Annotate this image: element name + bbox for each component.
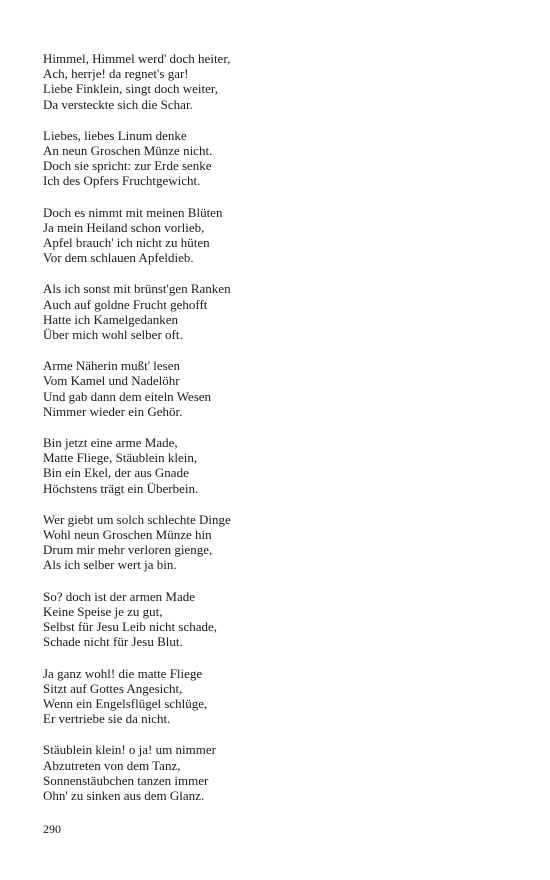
poem-line: Wenn ein Engelsflügel schlüge, [43, 695, 208, 711]
poem-line: Abzutreten von dem Tanz, [43, 757, 181, 773]
stanza-6 [43, 435, 503, 496]
poem-line: Ich des Opfers Fruchtgewicht. [43, 173, 201, 189]
poem-line: Apfel brauch' ich nicht zu hüten [43, 235, 210, 251]
poem-line: Matte Fliege, Stäublein klein, [43, 450, 198, 466]
poem-line: Keine Speise je zu gut, [43, 603, 163, 619]
poem-line: Sitzt auf Gottes Angesicht, [43, 680, 183, 696]
poem-text [43, 51, 503, 819]
poem-line: Stäublein klein! o ja! um nimmer [43, 742, 216, 758]
poem-line: An neun Groschen Münze nicht. [43, 143, 213, 159]
poem-line: Doch sie spricht: zur Erde senke [43, 158, 212, 174]
stanza-3 [43, 205, 503, 266]
stanza-5 [43, 358, 503, 419]
poem-line: Vor dem schlauen Apfeldieb. [43, 250, 194, 266]
poem-line: Ach, herrje! da regnet's gar! [43, 66, 189, 82]
stanza-9 [43, 666, 503, 727]
poem-line: Arme Näherin mußt' lesen [43, 358, 180, 374]
poem-line: Liebe Finklein, singt doch weiter, [43, 81, 218, 97]
poem-line: Vom Kamel und Nadelöhr [43, 373, 180, 389]
poem-line: Da versteckte sich die Schar. [43, 96, 193, 112]
stanza-4 [43, 281, 503, 342]
stanza-1 [43, 51, 503, 112]
poem-line: Wer giebt um solch schlechte Dinge [43, 511, 231, 527]
poem-line: Ja mein Heiland schon vorlieb, [43, 219, 205, 235]
poem-line: Höchstens trägt ein Überbein. [43, 480, 199, 496]
poem-line: Doch es nimmt mit meinen Blüten [43, 204, 223, 220]
poem-line: Ohn' zu sinken aus dem Glanz. [43, 787, 205, 803]
stanza-7 [43, 512, 503, 573]
poem-line: Nimmer wieder ein Gehör. [43, 403, 183, 419]
poem-line: Sonnenstäubchen tanzen immer [43, 772, 209, 788]
poem-line: Liebes, liebes Linum denke [43, 127, 187, 143]
poem-line: Er vertriebe sie da nicht. [43, 711, 171, 727]
poem-line: Als ich sonst mit brünst'gen Ranken [43, 281, 231, 297]
poem-line: Und gab dann dem eiteln Wesen [43, 388, 212, 404]
stanza-10 [43, 742, 503, 803]
poem-line: Hatte ich Kamelgedanken [43, 311, 178, 327]
poem-line: Drum mir mehr verloren gienge, [43, 542, 213, 558]
poem-line: Selbst für Jesu Leib nicht schade, [43, 619, 218, 635]
poem-line: Schade nicht für Jesu Blut. [43, 634, 183, 650]
stanza-8 [43, 589, 503, 650]
poem-line: Ja ganz wohl! die matte Fliege [43, 665, 203, 681]
page-number: 290 [43, 822, 61, 836]
poem-line: So? doch ist der armen Made [43, 588, 195, 604]
poem-line: Auch auf goldne Frucht gehofft [43, 296, 208, 312]
poem-line: Bin ein Ekel, der aus Gnade [43, 465, 189, 481]
stanza-2 [43, 128, 503, 189]
poem-line: Himmel, Himmel werd' doch heiter, [43, 51, 231, 66]
poem-line: Bin jetzt eine arme Made, [43, 435, 178, 451]
poem-line: Als ich selber wert ja bin. [43, 557, 177, 573]
poem-line: Über mich wohl selber oft. [43, 327, 183, 343]
poem-line: Wohl neun Groschen Münze hin [43, 527, 212, 543]
